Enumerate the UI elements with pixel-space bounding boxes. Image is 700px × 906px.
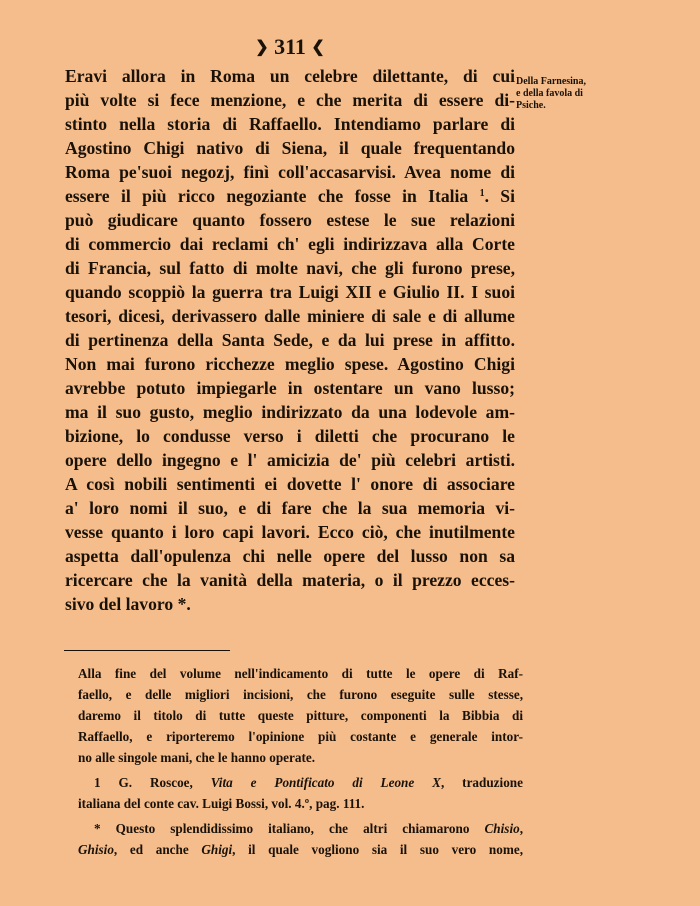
margin-note-line: e della favola di [516,88,583,99]
footnote-rest: , traduzione [440,775,523,790]
body-line: a' loro nomi il suo, e di fare che la sua memoria vi- [65,498,515,518]
page-number-value: 311 [274,34,306,59]
body-line: ma il suo gusto, meglio indirizzato da una lodevole am- [65,402,515,422]
footnote-line [78,839,523,860]
footnote-line: no alle singole mani, che le hanno operate. [78,750,316,765]
body-line [65,184,515,208]
footnote-text: , il quale vogliono sia il suo vero nome, [232,842,523,857]
margin-note-line: Psiche. [516,100,546,111]
body-line: vesse quanto i loro capi lavori. Ecco ciò, che inutilmente [65,522,515,542]
footnote-author: G. Roscoe, [100,775,211,790]
body-line: avrebbe potuto impiegarle in ostentare un vano lusso; [65,378,515,398]
footnote-text: , ed anche [113,842,202,857]
body-line: Non mai furono ricchezze meglio spese. Agostino Chigi [65,354,515,374]
footnote-star: * Questo splendidissimo italiano, che altri chiamarono Chisio, [94,821,523,836]
left-ornament-icon: ❯ [255,39,269,56]
footnote-mark: 1 [94,775,101,790]
body-line: può giudicare quanto fossero estese le sue relazioni [65,210,515,230]
body-line-tail: . Si [484,186,515,206]
margin-note [516,76,636,112]
body-line: opere dello ingegno e l' amicizia de' più celebri artisti. [65,450,515,470]
footnote-line: italiana del conte cav. Luigi Bossi, vol. 4.º, pag. 111. [78,796,365,811]
body-line: stinto nella storia di Raffaello. Intendiamo parlare di [65,114,515,134]
body-line: Agostino Chigi nativo di Siena, il quale frequentando [65,138,515,158]
footnote-name: Chisio [484,821,520,836]
footnote-ref[interactable]: *. [173,594,191,614]
body-line: tesori, dicesi, derivassero dalle miniere di sale e di allume [65,306,515,326]
body-line: di Francia, sul fatto di molte navi, che gli furono prese, [65,258,515,278]
footnote-mark: * [94,821,101,836]
body-line: Roma pe'suoi negozj, finì coll'accasarvisi. Avea nome di [65,162,515,182]
body-line: Eravi allora in Roma un celebre dilettante, di cui [65,66,515,86]
body-line-text: sivo del lavoro [65,594,174,614]
footnotes [78,663,523,860]
footnote-name: Ghigi [201,842,233,857]
footnote-line: Raffaello, e riporteremo l'opinione più costante e generale intor- [78,729,523,744]
margin-note-line: Della Farnesina, [516,76,586,87]
footnote-1 [78,772,523,793]
page-number [0,34,580,60]
footnote-line: daremo il titolo di tutte queste pitture, componenti la Bibbia di [78,708,523,723]
body-line: A così nobili sentimenti ei dovette l' onore di associare [65,474,515,494]
footnote-line: faello, e delle migliori incisioni, che furono eseguite sulle stesse, [78,687,523,702]
footnote-line: Alla fine del volume nell'indicamento di tutte le opere di Raf- [78,666,523,681]
right-ornament-icon: ❮ [311,39,325,56]
footnote-divider [64,650,230,651]
body-line: ricercare che la vanità della materia, o il prezzo ecces- [65,570,515,590]
body-line-text: essere il più ricco negoziante che fosse in Italia [65,186,469,206]
footnote-title: Vita e Pontificato di Leone X [210,775,441,790]
body-line: di pertinenza della Santa Sede, e da lui prese in affitto. [65,330,515,350]
footnote-text: Questo splendidissimo italiano, che altri chiamarono [100,821,485,836]
body-line [65,592,515,616]
body-line: aspetta dall'opulenza chi nelle opere del lusso non sa [65,546,515,566]
body-text [65,64,515,616]
footnote-ref[interactable]: 1 [479,188,485,199]
body-line: bizione, lo condusse verso i diletti che procurano le [65,426,515,446]
body-line: quando scoppiò la guerra tra Luigi XII e Giulio II. I suoi [65,282,515,302]
footnote-name: Ghisio [78,842,114,857]
body-line: più volte si fece menzione, e che merita di essere di- [65,90,515,110]
body-line: di commercio dai reclami ch' egli indirizzava alla Corte [65,234,515,254]
